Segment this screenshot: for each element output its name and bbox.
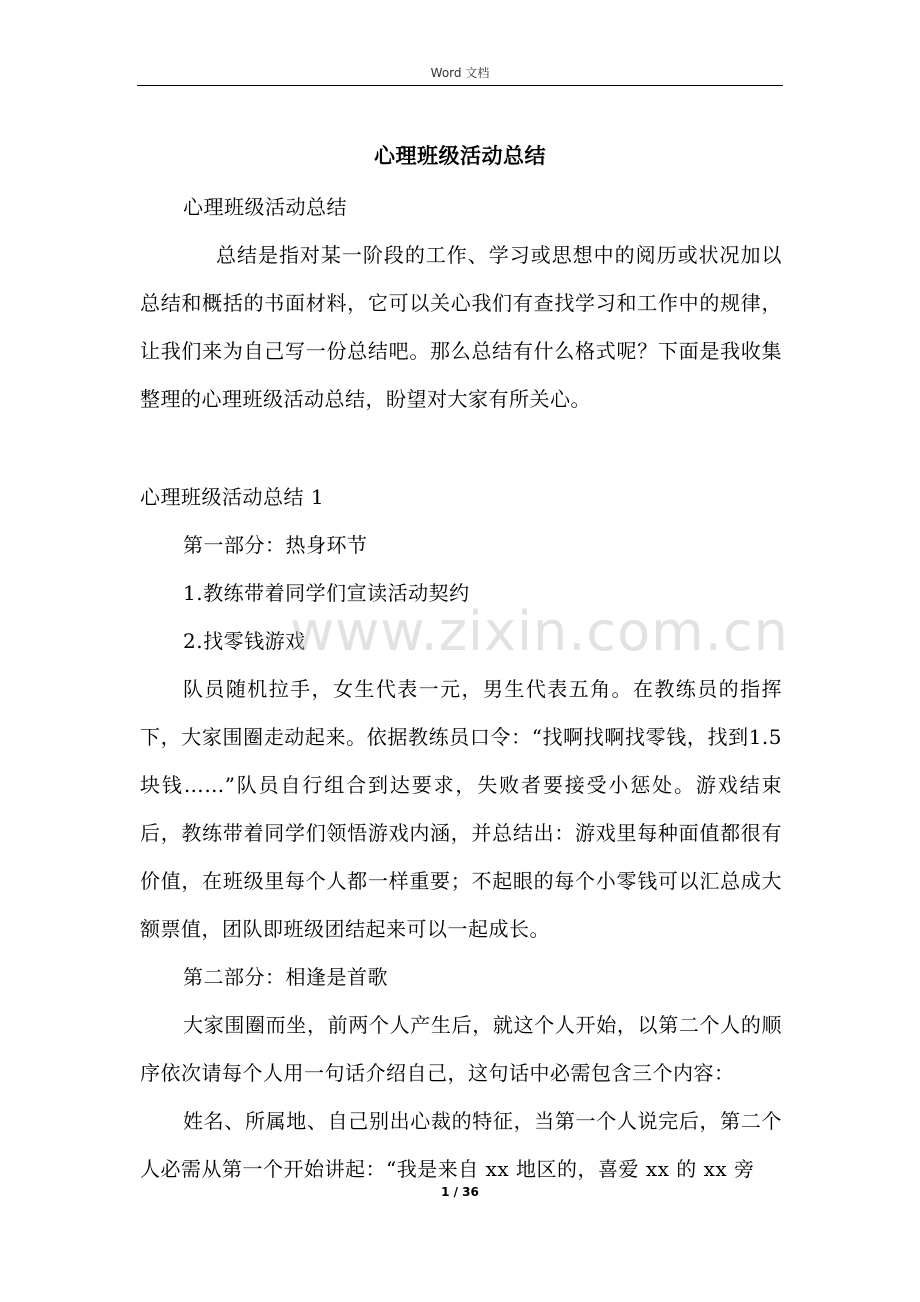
- header-divider: [137, 85, 783, 86]
- page-number: 1 / 36: [441, 1185, 479, 1199]
- document-title: 心理班级活动总结: [374, 143, 546, 168]
- page-header: Word 文档: [430, 66, 490, 80]
- circle-intro-paragraph: 大家围圈而坐，前两个人产生后，就这个人开始，以第二个人的顺序依次请每个人用一句话介绍自己，这句话中必需包含三个内容：: [140, 1013, 782, 1085]
- part-one-heading: 第一部分：热身环节: [183, 533, 368, 557]
- watermark: www.zixin.com.cn: [290, 600, 789, 663]
- intro-paragraph: 总结是指对某一阶段的工作、学习或思想中的阅历或状况加以总结和概括的书面材料，它可以关心我们有查找学习和工作中的规律，让我们来为自己写一份总结吧。那么总结有什么格式呢？下面是我收集整理的心理班级活动总结，盼望对大家有所关心。: [140, 243, 782, 411]
- self-intro-paragraph: 姓名、所属地、自己别出心裁的特征，当第一个人说完后，第二个人必需从第一个开始讲起：“我是来自 xx 地区的，喜爱 xx 的 xx 旁: [140, 1109, 782, 1181]
- section-heading: 心理班级活动总结 1: [140, 485, 325, 509]
- game-description-paragraph: 队员随机拉手，女生代表一元，男生代表五角。在教练员的指挥下，大家围圈走动起来。依据教练员口令：“找啊找啊找零钱，找到1.5 块钱……”队员自行组合到达要求，失败者要接受小惩处。游戏结束后，教练带着同学们领悟游戏内涵，并总结出：游戏里每种面值都很有价值，在班级里每个人都一样重要；不起眼的每个小零钱可以汇总成大额票值，团队即班级团结起来可以一起成长。: [140, 677, 782, 941]
- step-one: 1.教练带着同学们宣读活动契约: [183, 581, 470, 605]
- subtitle: 心理班级活动总结: [183, 195, 347, 219]
- step-two: 2.找零钱游戏: [183, 629, 306, 653]
- part-two-heading: 第二部分：相逢是首歌: [183, 965, 388, 989]
